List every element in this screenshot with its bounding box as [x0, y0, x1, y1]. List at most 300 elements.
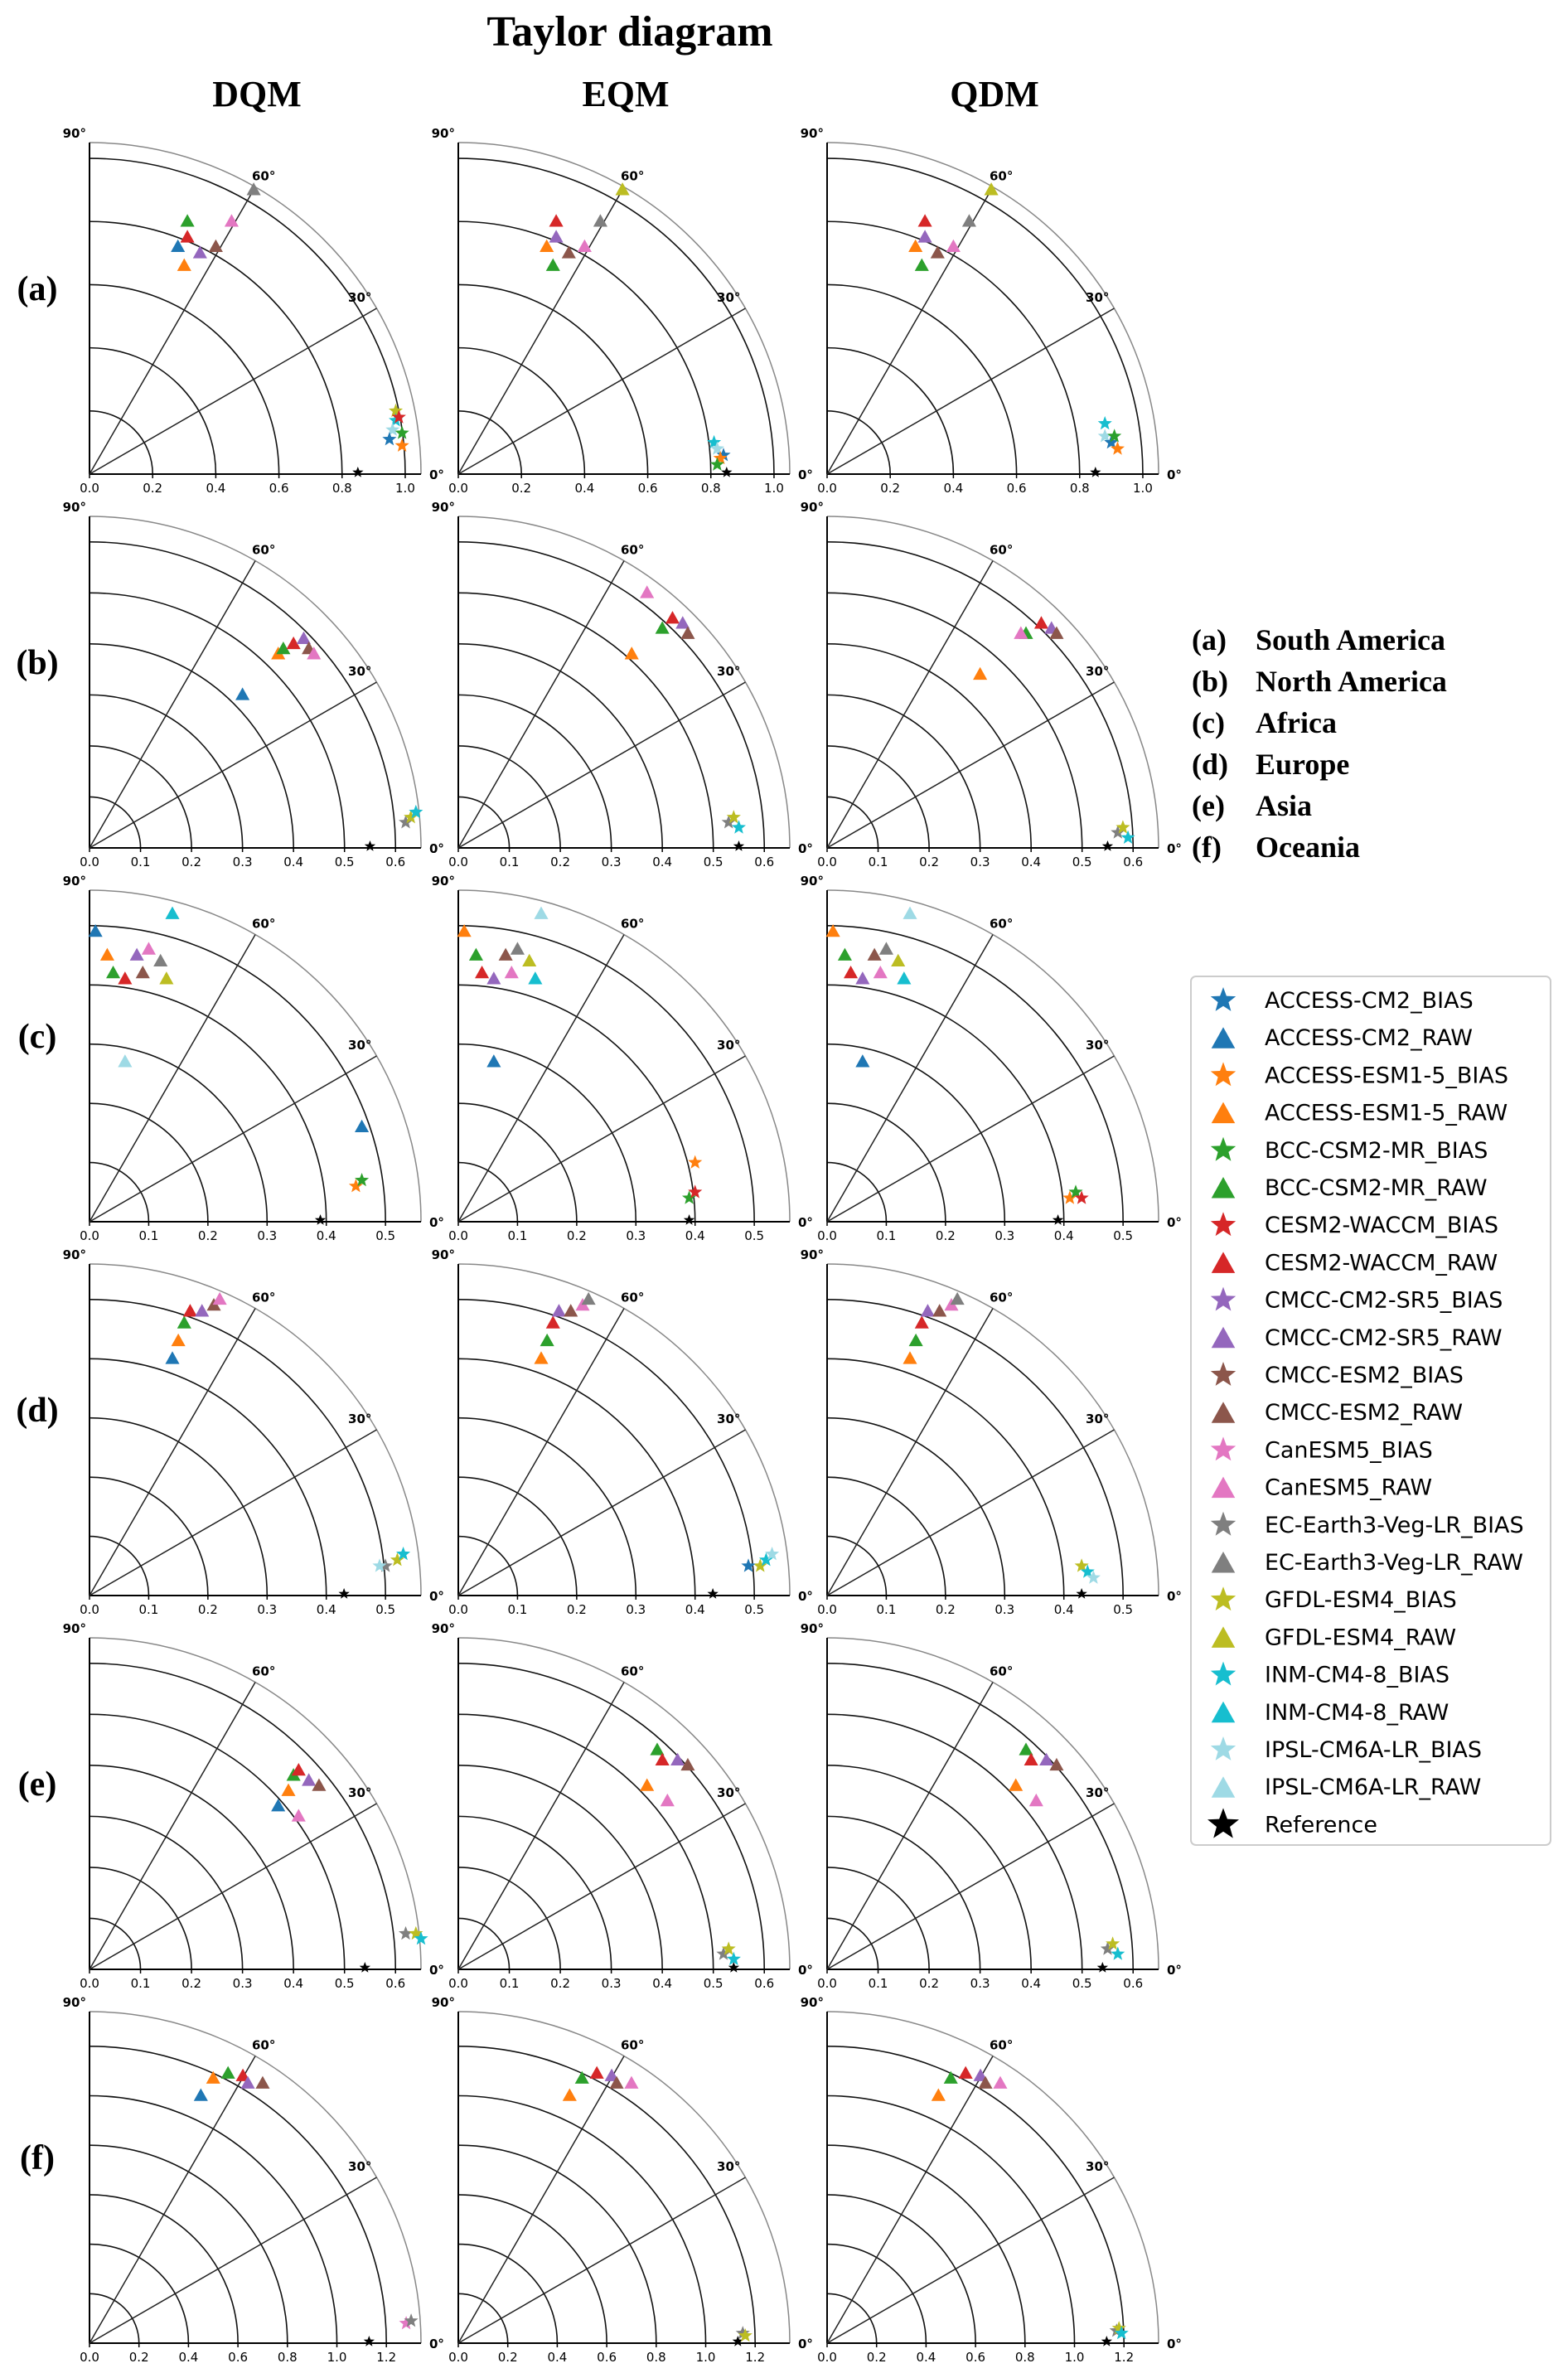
angle-label-30: 30°: [717, 664, 741, 679]
x-tick-label: 0.5: [1072, 855, 1092, 869]
x-tick-label: 0.6: [1123, 855, 1144, 869]
angle-label-30: 30°: [348, 1038, 372, 1053]
radial-line-60: [458, 2056, 624, 2343]
angle-label-90: 90°: [431, 1247, 455, 1262]
angle-label-60: 60°: [252, 1664, 276, 1679]
x-tick-label: 0.2: [197, 1228, 218, 1243]
x-tick-label: 0.2: [197, 1602, 218, 1617]
raw-triangle-marker: [177, 259, 191, 271]
angle-label-60: 60°: [252, 2037, 276, 2053]
angle-label-90: 90°: [62, 1247, 86, 1262]
stddev-arc: [458, 2046, 755, 2343]
radial-line-30: [827, 308, 1114, 474]
x-tick-label: 0.6: [637, 481, 658, 496]
x-tick-label: 0.1: [876, 1228, 897, 1243]
x-tick-label: 0.2: [866, 2350, 887, 2365]
raw-triangle-marker: [193, 245, 207, 258]
radial-line-30: [458, 682, 745, 848]
angle-label-60: 60°: [990, 916, 1014, 932]
stddev-arc: [827, 542, 1133, 848]
raw-triangle-marker: [213, 1292, 227, 1305]
x-tick-label: 0.5: [334, 1976, 355, 1991]
raw-triangle-marker: [915, 259, 929, 271]
figure-title: Taylor diagram: [486, 8, 773, 56]
raw-triangle-marker: [292, 1809, 306, 1821]
x-tick-label: 0.0: [817, 1976, 837, 1991]
x-tick-label: 0.0: [80, 2350, 99, 2365]
radial-line-60: [90, 187, 255, 474]
raw-triangle-marker: [355, 1120, 369, 1132]
angle-label-30: 30°: [348, 664, 372, 679]
raw-triangle-marker: [903, 907, 917, 919]
outer-arc: [458, 516, 790, 848]
raw-triangle-marker: [528, 971, 542, 984]
legend-label: IPSL-CM6A-LR_RAW: [1265, 1775, 1482, 1801]
stddev-arc: [827, 1816, 980, 1969]
angle-label-0: 0°: [1167, 841, 1182, 856]
raw-triangle-marker: [100, 948, 114, 961]
region-key-tag: (f): [1192, 831, 1222, 864]
panel-b-eqm: [432, 500, 813, 869]
legend-label: ACCESS-CM2_BIAS: [1265, 988, 1474, 1014]
x-tick-label: 0.3: [626, 1228, 646, 1243]
stddev-arc: [90, 1358, 327, 1596]
x-tick-label: 1.0: [1133, 481, 1153, 496]
raw-triangle-marker: [206, 2071, 220, 2084]
stddev-arc: [458, 1765, 662, 1969]
x-tick-label: 0.3: [601, 855, 622, 869]
stddev-arc: [827, 1477, 946, 1596]
angle-label-60: 60°: [252, 1290, 276, 1305]
angle-label-30: 30°: [717, 1038, 741, 1053]
stddev-arc: [458, 2195, 607, 2343]
stddev-arc: [827, 644, 1031, 848]
stddev-arc: [90, 2195, 238, 2343]
raw-triangle-marker: [1009, 1778, 1023, 1790]
stddev-arc: [90, 221, 342, 474]
stddev-arc: [458, 221, 711, 474]
angle-label-30: 30°: [1086, 290, 1110, 305]
radial-line-60: [458, 561, 624, 848]
region-key-name: North America: [1256, 665, 1447, 698]
x-tick-label: 0.1: [876, 1602, 897, 1617]
row-tags: [16, 270, 58, 2177]
radial-line-60: [827, 2056, 993, 2343]
x-tick-label: 0.6: [754, 1976, 775, 1991]
raw-triangle-marker: [575, 2071, 589, 2084]
angle-label-0: 0°: [1167, 467, 1182, 482]
raw-triangle-marker: [511, 942, 525, 954]
raw-triangle-marker: [181, 214, 195, 226]
radial-line-60: [90, 2056, 255, 2343]
raw-triangle-marker: [838, 948, 852, 961]
region-key: [1192, 623, 1447, 864]
raw-triangle-marker: [874, 966, 888, 978]
x-tick-label: 1.2: [745, 2350, 766, 2365]
raw-triangle-marker: [932, 2088, 946, 2100]
radial-line-30: [90, 1804, 376, 1969]
x-tick-label: 0.2: [181, 1976, 202, 1991]
radial-line-30: [90, 1430, 376, 1596]
legend-label: ACCESS-CM2_RAW: [1265, 1025, 1473, 1052]
x-tick-label: 0.2: [497, 2350, 518, 2365]
x-tick-label: 0.5: [1113, 1602, 1134, 1617]
raw-triangle-marker: [640, 1778, 654, 1790]
stddev-arc: [458, 926, 754, 1222]
x-tick-label: 0.0: [448, 2350, 468, 2365]
reference-marker: [1101, 2336, 1112, 2346]
x-tick-label: 0.4: [1021, 1976, 1042, 1991]
x-tick-label: 1.2: [376, 2350, 397, 2365]
angle-label-30: 30°: [1086, 1412, 1110, 1426]
stddev-arc: [90, 2245, 188, 2343]
raw-triangle-marker: [235, 687, 249, 700]
x-tick-label: 1.0: [1064, 2350, 1085, 2365]
stddev-arc: [458, 985, 695, 1222]
column-titles: [212, 74, 1039, 114]
outer-arc: [458, 1638, 790, 1969]
raw-triangle-marker: [582, 1292, 596, 1305]
outer-arc: [90, 1264, 421, 1596]
x-tick-label: 0.4: [1021, 855, 1042, 869]
x-tick-label: 0.4: [206, 481, 226, 496]
raw-triangle-marker: [522, 954, 536, 966]
legend-label: INM-CM4-8_RAW: [1265, 1699, 1449, 1726]
radial-line-30: [827, 1804, 1114, 1969]
raw-triangle-marker: [563, 2088, 577, 2100]
reference-marker: [733, 840, 744, 851]
raw-triangle-marker: [973, 667, 987, 680]
x-tick-label: 0.4: [178, 2350, 199, 2365]
bias-star-marker: [1111, 1947, 1125, 1960]
x-tick-label: 0.0: [448, 481, 468, 496]
x-tick-label: 0.3: [970, 1976, 990, 1991]
radial-line-30: [458, 308, 745, 474]
x-tick-label: 0.0: [448, 1976, 468, 1991]
angle-label-60: 60°: [252, 168, 276, 184]
column-title-dqm: DQM: [212, 74, 302, 114]
legend-label: ACCESS-ESM1-5_RAW: [1265, 1100, 1508, 1126]
x-tick-label: 0.2: [511, 481, 532, 496]
x-tick-label: 0.3: [232, 855, 253, 869]
raw-triangle-marker: [271, 1799, 285, 1811]
angle-label-60: 60°: [990, 168, 1014, 184]
raw-triangle-marker: [281, 1784, 295, 1796]
stddev-arc: [458, 695, 612, 848]
angle-label-0: 0°: [1167, 1589, 1182, 1604]
x-tick-label: 0.1: [507, 1228, 528, 1243]
angle-label-60: 60°: [621, 542, 645, 558]
outer-arc: [458, 1264, 790, 1596]
x-tick-label: 0.2: [181, 855, 202, 869]
x-tick-label: 0.0: [448, 1228, 468, 1243]
panel-c-dqm: [63, 874, 444, 1243]
x-tick-label: 0.4: [652, 855, 673, 869]
raw-triangle-marker: [181, 230, 195, 242]
raw-triangle-marker: [486, 971, 501, 984]
stddev-arc: [458, 1477, 577, 1596]
outer-arc: [458, 2012, 790, 2343]
x-tick-label: 0.4: [1053, 1602, 1074, 1617]
stddev-arc: [90, 985, 327, 1222]
bias-star-marker: [1098, 416, 1112, 429]
angle-label-0: 0°: [798, 467, 813, 482]
stddev-arc: [827, 1103, 946, 1222]
stddev-arc: [458, 542, 764, 848]
legend-label: IPSL-CM6A-LR_BIAS: [1265, 1737, 1483, 1763]
stddev-arc: [458, 1044, 636, 1222]
x-tick-label: 0.5: [1072, 1976, 1092, 1991]
radial-line-30: [458, 2177, 745, 2343]
region-key-name: South America: [1256, 623, 1445, 656]
x-tick-label: 0.2: [566, 1228, 587, 1243]
panel-f-dqm: [63, 1995, 444, 2365]
stddev-arc: [827, 1300, 1123, 1596]
bias-star-marker: [688, 1155, 702, 1169]
raw-triangle-marker: [469, 948, 483, 961]
x-tick-label: 0.4: [316, 1228, 336, 1243]
raw-triangle-marker: [625, 647, 639, 659]
row-tag-a: (a): [17, 270, 58, 308]
angle-label-30: 30°: [1086, 664, 1110, 679]
raw-triangle-marker: [844, 966, 858, 978]
reference-marker: [1053, 1214, 1063, 1225]
x-tick-label: 0.0: [80, 481, 99, 496]
angle-label-30: 30°: [717, 1785, 741, 1800]
raw-triangle-marker: [534, 907, 548, 919]
x-tick-label: 0.5: [375, 1228, 396, 1243]
stddev-arc: [827, 1867, 929, 1969]
x-tick-label: 1.0: [764, 481, 784, 496]
raw-triangle-marker: [1029, 1794, 1043, 1806]
reference-marker: [684, 1214, 694, 1225]
raw-triangle-marker: [540, 1334, 554, 1346]
legend-label: CanESM5_BIAS: [1265, 1437, 1433, 1464]
x-tick-label: 0.6: [228, 2350, 249, 2365]
radial-line-60: [827, 1683, 993, 1969]
bias-star-marker: [399, 1926, 413, 1940]
panel-a-qdm: [801, 126, 1182, 496]
stddev-arc: [827, 2145, 1025, 2343]
raw-triangle-marker: [255, 2076, 269, 2089]
raw-triangle-marker: [855, 971, 869, 984]
stddev-arc: [458, 1867, 560, 1969]
region-key-tag: (d): [1192, 748, 1228, 781]
radial-line-60: [827, 561, 993, 848]
stddev-arc: [827, 2245, 926, 2343]
region-key-name: Asia: [1256, 789, 1313, 822]
angle-label-60: 60°: [252, 542, 276, 558]
panel-e-eqm: [432, 1621, 813, 1991]
panel-a-dqm: [63, 126, 444, 496]
x-tick-label: 0.0: [817, 1602, 837, 1617]
angle-label-60: 60°: [621, 1664, 645, 1679]
radial-line-30: [827, 2177, 1114, 2343]
radial-line-60: [90, 1683, 255, 1969]
outer-arc: [827, 890, 1159, 1222]
legend-label: CMCC-CM2-SR5_RAW: [1265, 1325, 1503, 1351]
raw-triangle-marker: [868, 948, 882, 961]
region-key-name: Europe: [1256, 748, 1350, 781]
angle-label-0: 0°: [429, 1589, 444, 1604]
raw-triangle-marker: [931, 245, 945, 258]
legend-label: CanESM5_RAW: [1265, 1475, 1433, 1501]
panel-d-eqm: [432, 1247, 813, 1617]
angle-label-90: 90°: [800, 874, 824, 889]
legend: [1191, 976, 1551, 1845]
raw-triangle-marker: [932, 1304, 946, 1316]
raw-triangle-marker: [897, 971, 911, 984]
angle-label-90: 90°: [431, 126, 455, 141]
legend-label: ACCESS-ESM1-5_BIAS: [1265, 1063, 1508, 1089]
x-tick-label: 0.4: [685, 1228, 705, 1243]
panel-e-qdm: [801, 1621, 1182, 1991]
angle-label-0: 0°: [798, 1963, 813, 1978]
raw-triangle-marker: [624, 2076, 638, 2089]
column-title-qdm: QDM: [950, 74, 1039, 114]
raw-triangle-marker: [505, 966, 519, 978]
raw-triangle-marker: [879, 942, 893, 954]
raw-triangle-marker: [546, 259, 560, 271]
stddev-arc: [90, 1664, 395, 1969]
angle-label-60: 60°: [990, 542, 1014, 558]
angle-label-60: 60°: [621, 916, 645, 932]
reference-marker: [352, 467, 363, 477]
stddev-arc: [90, 746, 191, 848]
x-tick-label: 0.5: [1113, 1228, 1134, 1243]
x-tick-label: 0.2: [935, 1602, 956, 1617]
angle-label-90: 90°: [800, 1995, 824, 2010]
stddev-arc: [90, 1477, 208, 1596]
angle-label-30: 30°: [717, 290, 741, 305]
radial-line-30: [90, 2177, 376, 2343]
panel-b-qdm: [801, 500, 1182, 869]
outer-arc: [827, 1638, 1159, 1969]
legend-label: CESM2-WACCM_BIAS: [1265, 1213, 1498, 1239]
x-tick-label: 0.4: [652, 1976, 673, 1991]
stddev-arc: [827, 985, 1064, 1222]
radial-line-30: [90, 1056, 376, 1222]
reference-marker: [339, 1588, 350, 1599]
radial-line-30: [827, 682, 1114, 848]
reference-marker: [1102, 840, 1113, 851]
stddev-arc: [90, 158, 405, 474]
x-tick-label: 0.3: [626, 1602, 646, 1617]
raw-triangle-marker: [959, 2066, 973, 2079]
angle-label-30: 30°: [348, 1785, 372, 1800]
x-tick-label: 0.1: [868, 1976, 888, 1991]
panel-f-eqm: [432, 1995, 813, 2365]
reference-marker: [708, 1588, 719, 1599]
angle-label-90: 90°: [431, 874, 455, 889]
stddev-arc: [458, 284, 648, 474]
radial-line-60: [458, 187, 624, 474]
angle-label-0: 0°: [1167, 2337, 1182, 2351]
outer-arc: [458, 890, 790, 1222]
raw-triangle-marker: [855, 1054, 869, 1067]
stddev-arc: [827, 158, 1143, 474]
raw-triangle-marker: [165, 1351, 179, 1363]
legend-label: CMCC-CM2-SR5_BIAS: [1265, 1287, 1503, 1314]
raw-triangle-marker: [921, 1304, 935, 1316]
x-tick-label: 1.0: [327, 2350, 347, 2365]
angle-label-60: 60°: [990, 1290, 1014, 1305]
x-tick-label: 0.0: [80, 1976, 99, 1991]
raw-triangle-marker: [665, 611, 680, 623]
angle-label-60: 60°: [621, 2037, 645, 2053]
x-tick-label: 0.6: [385, 855, 406, 869]
radial-line-30: [458, 1430, 745, 1596]
stddev-arc: [827, 284, 1017, 474]
stddev-arc: [90, 2145, 288, 2343]
stddev-arc: [827, 221, 1080, 474]
angle-label-0: 0°: [798, 2337, 813, 2351]
region-key-tag: (a): [1192, 623, 1227, 656]
x-tick-label: 0.3: [970, 855, 990, 869]
panel-e-dqm: [63, 1621, 444, 1991]
angle-label-30: 30°: [1086, 1038, 1110, 1053]
reference-marker: [364, 2336, 375, 2346]
outer-arc: [827, 516, 1159, 848]
raw-triangle-marker: [918, 214, 932, 226]
angle-label-30: 30°: [348, 2159, 372, 2174]
x-tick-label: 0.5: [744, 1602, 765, 1617]
x-tick-label: 0.5: [375, 1602, 396, 1617]
raw-triangle-marker: [1034, 616, 1048, 628]
angle-label-90: 90°: [62, 874, 86, 889]
angle-label-0: 0°: [798, 841, 813, 856]
stddev-arc: [458, 746, 560, 848]
region-key-tag: (b): [1192, 665, 1228, 698]
radial-line-60: [90, 561, 255, 848]
stddev-arc: [90, 348, 215, 474]
panel-d-qdm: [801, 1247, 1182, 1617]
raw-triangle-marker: [136, 966, 150, 978]
bias-star-marker: [395, 438, 409, 452]
angle-label-90: 90°: [62, 126, 86, 141]
stddev-arc: [90, 2046, 386, 2343]
x-tick-label: 0.2: [550, 1976, 571, 1991]
legend-label: GFDL-ESM4_RAW: [1265, 1625, 1457, 1651]
x-tick-label: 0.6: [385, 1976, 406, 1991]
panel-c-qdm: [801, 874, 1182, 1243]
panel-d-dqm: [63, 1247, 444, 1617]
raw-triangle-marker: [221, 2066, 235, 2079]
outer-arc: [90, 2012, 421, 2343]
raw-triangle-marker: [475, 966, 489, 978]
stddev-arc: [90, 1867, 191, 1969]
row-tag-c: (c): [17, 1018, 57, 1056]
panel-a-eqm: [432, 126, 813, 496]
raw-triangle-marker: [534, 1351, 548, 1363]
stddev-arc: [458, 1816, 612, 1969]
x-tick-label: 0.6: [597, 2350, 617, 2365]
x-tick-label: 0.6: [269, 481, 289, 496]
x-tick-label: 0.8: [1014, 2350, 1035, 2365]
angle-label-30: 30°: [348, 1412, 372, 1426]
x-tick-label: 0.5: [744, 1228, 765, 1243]
angle-label-60: 60°: [252, 916, 276, 932]
legend-label: BCC-CSM2-MR_RAW: [1265, 1175, 1488, 1201]
x-tick-label: 0.2: [566, 1602, 587, 1617]
x-tick-label: 0.3: [232, 1976, 253, 1991]
raw-triangle-marker: [153, 954, 167, 966]
x-tick-label: 0.4: [1053, 1228, 1074, 1243]
stddev-arc: [90, 1816, 243, 1969]
x-tick-label: 0.2: [128, 2350, 149, 2365]
raw-triangle-marker: [951, 1292, 965, 1305]
stddev-arc: [827, 2195, 975, 2343]
